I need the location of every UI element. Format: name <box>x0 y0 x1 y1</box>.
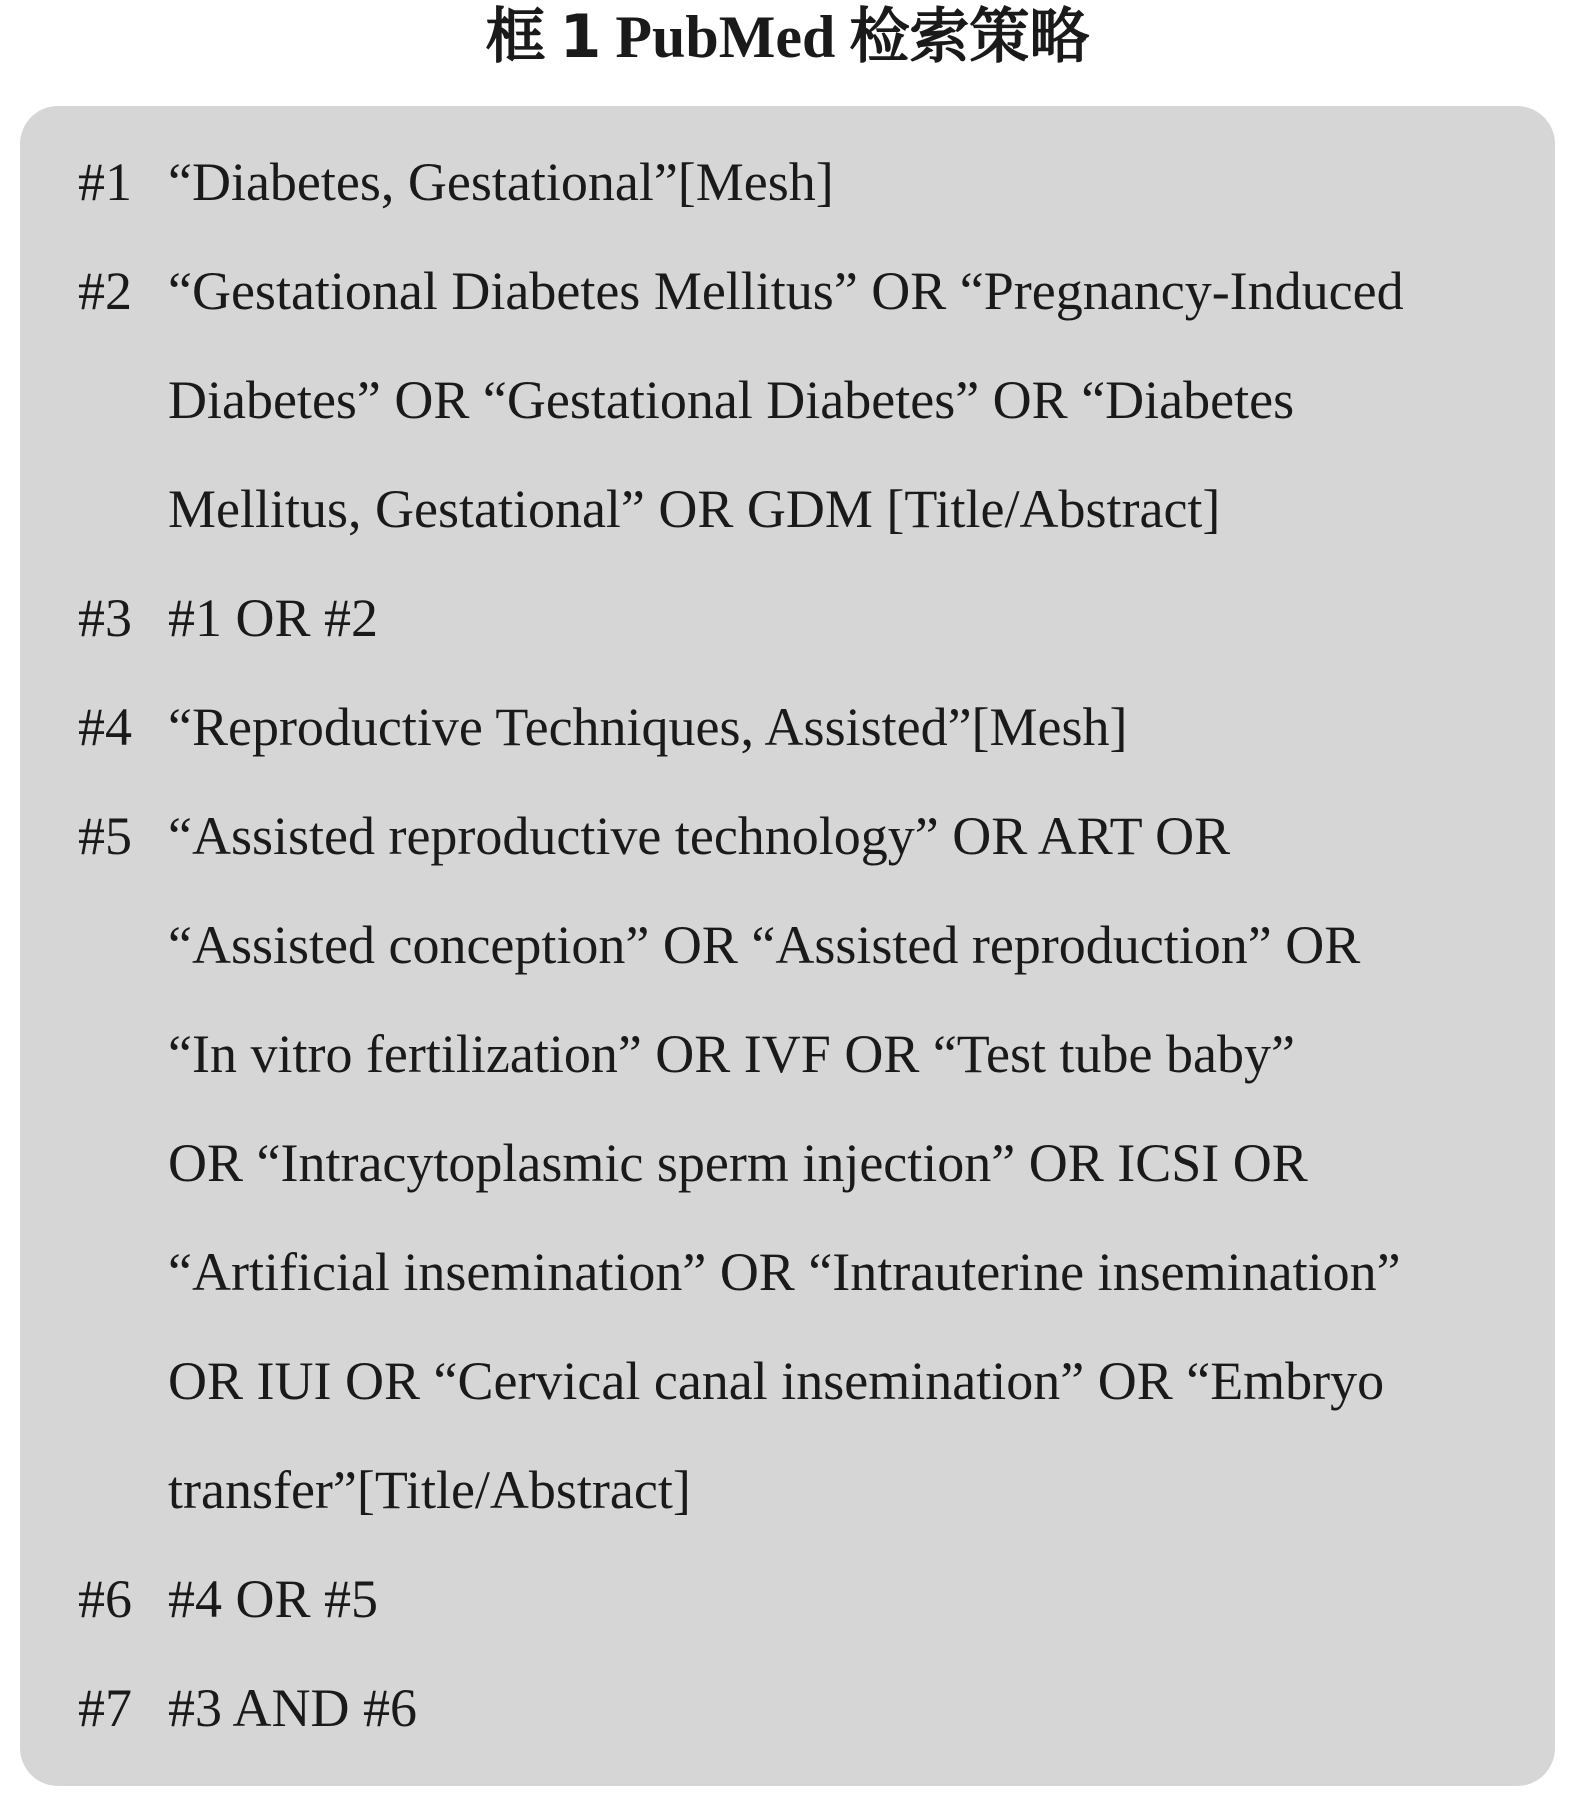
entry-line: “Artificial insemination” OR “Intrauterine insemination” <box>168 1242 1401 1302</box>
entry-id: #2 <box>78 261 132 321</box>
strategy-entry-6 <box>0 1545 1575 1654</box>
strategy-entry-7 <box>0 1654 1575 1763</box>
entry-line: OR IUI OR “Cervical canal insemination” OR “Embryo <box>168 1351 1385 1411</box>
entry-line: “In vitro fertilization” OR IVF OR “Test tube baby” <box>168 1024 1295 1084</box>
entry-id: #3 <box>78 588 132 648</box>
entry-line: transfer”[Title/Abstract] <box>168 1460 691 1520</box>
box-title-en: PubMed <box>615 4 836 70</box>
strategy-entry-5 <box>0 782 1575 1545</box>
box-title-cn: 检索策略 <box>849 2 1090 72</box>
entry-line: “Assisted reproductive technology” OR ART OR <box>168 806 1231 866</box>
entry-line: #3 AND #6 <box>168 1678 418 1738</box>
entry-line: OR “Intracytoplasmic sperm injection” OR ICSI OR <box>168 1133 1308 1193</box>
entry-id: #5 <box>78 806 132 866</box>
strategy-entry-4 <box>0 673 1575 782</box>
box-number: 1 <box>559 2 602 72</box>
strategy-entry-2 <box>0 237 1575 564</box>
entry-id: #7 <box>78 1678 132 1738</box>
entry-id: #1 <box>78 152 132 212</box>
entry-line: #4 OR #5 <box>168 1569 379 1629</box>
strategy-entry-1 <box>0 128 1575 237</box>
search-strategy-list <box>0 128 1575 1763</box>
entry-line: “Diabetes, Gestational”[Mesh] <box>168 152 834 212</box>
entry-line: Diabetes” OR “Gestational Diabetes” OR “Diabetes <box>168 370 1295 430</box>
box-label: 框 <box>485 2 546 72</box>
entry-line: “Reproductive Techniques, Assisted”[Mesh] <box>168 697 1128 757</box>
strategy-entry-3 <box>0 564 1575 673</box>
entry-line: #1 OR #2 <box>168 588 379 648</box>
entry-line: Mellitus, Gestational” OR GDM [Title/Abstract] <box>168 479 1221 539</box>
entry-line: “Gestational Diabetes Mellitus” OR “Pregnancy-Induced <box>168 261 1404 321</box>
entry-id: #4 <box>78 697 132 757</box>
entry-id: #6 <box>78 1569 132 1629</box>
entry-line: “Assisted conception” OR “Assisted reproduction” OR <box>168 915 1361 975</box>
box-title <box>0 0 1575 80</box>
